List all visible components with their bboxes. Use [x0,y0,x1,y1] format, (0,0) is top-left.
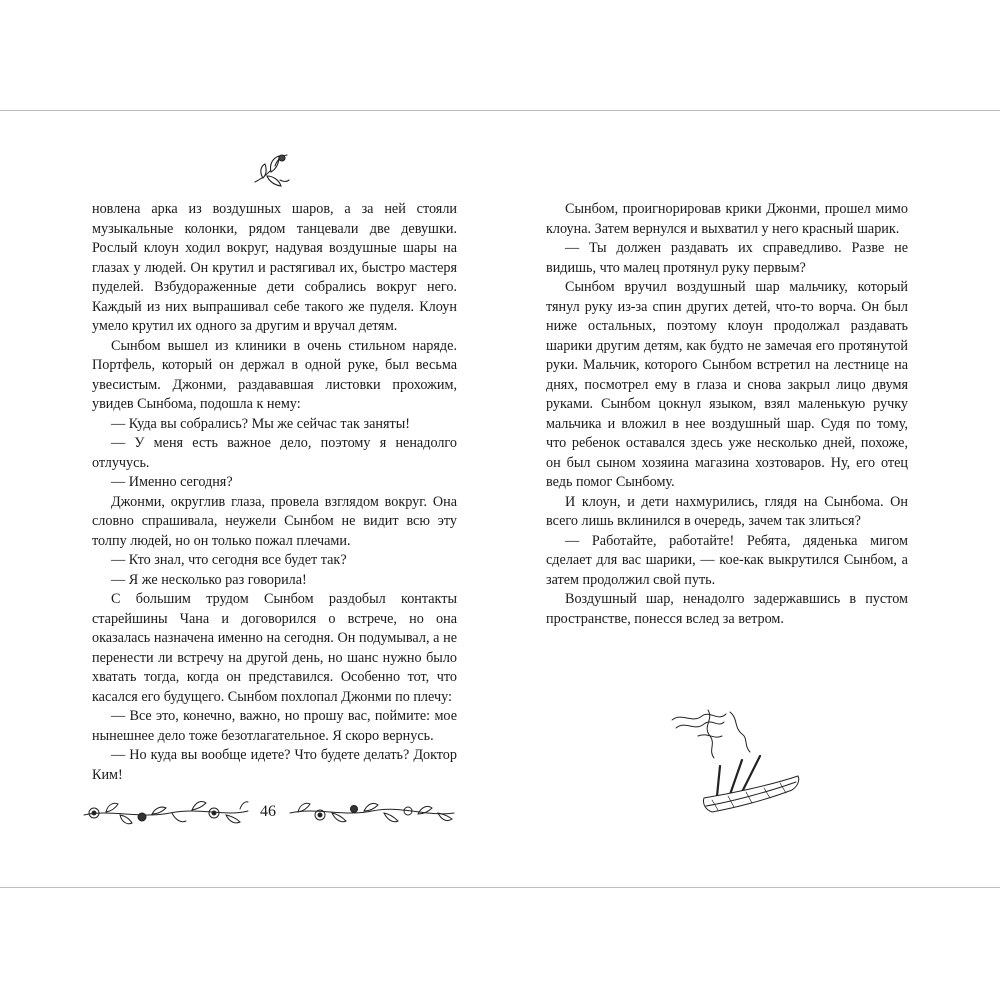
paragraph: новлена арка из воздушных шаров, а за ней стояли музыкальные колонки, рядом танцевали две девушки. Рослый клоун ходил вокруг, надувая воздушные шары на глазах у людей. Он крутил и растягивал их, быстро мастеря пуделей. Взбудораженные дети собрались вокруг него. Каждый из них выпрашивал себе такого же пуделя. Клоун умело крутил их одного за другим и вручал детям. [92,201,457,334]
paragraph: — Все это, конечно, важно, но прошу вас, поймите: мое нынешнее дело тоже безотлагательное. Я скоро вернусь. [92,708,457,744]
paragraph: — Именно сегодня? [111,474,233,490]
right-page-text [546,200,908,629]
paragraph: Сынбом вручил воздушный шар мальчику, который тянул руку из-за спин других детей, что-то ворча. Он был ниже остальных, поэтому клоун продолжал раздавать шарики другим детям, как будто не замечая его протянутой руки. Мальчик, которого Сынбом встретил на лестнице на днях, посмотрел ему в глаза и снова закрыл лицо двумя руками. Сынбом цокнул языком, взял маленькую ручку мальчика и вложил в нее воздушный шар. Судя по тому, что ребенок оставался здесь уже несколько дней, похоже, он был сыном хозяина магазина хозтоваров. Ну, его отец ведь помог Сынбому. [546,279,908,490]
paragraph: — Я же несколько раз говорила! [111,571,307,588]
paragraph: — У меня есть важное дело, поэтому я ненадолго отлучусь. [92,435,457,471]
leaf-sprig-icon [249,150,293,190]
incense-burner-illustration [668,706,806,824]
page-number: 46 [260,803,276,820]
paragraph: — Кто знал, что сегодня все будет так? [111,552,347,568]
paragraph: И клоун, и дети нахмурились, глядя на Сынбома. Он всего лишь вклинился в очередь, зачем так злиться? [546,493,908,529]
paragraph: — Ты должен раздавать их справедливо. Разве не видишь, что малец протянул руку первым? [546,240,908,276]
paragraph: — Куда вы собрались? Мы же сейчас так заняты! [111,415,410,432]
left-page-text [92,200,457,785]
paragraph: Сынбом вышел из клиники в очень стильном наряде. Портфель, который он держал в одной руке, был весьма увесистым. Джонми, раздававшая листовки прохожим, увидев Сынбома, подошла к нему: [92,337,457,412]
paragraph: — Работайте, работайте! Ребята, дяденька мигом сделает для вас шарики, — кое-как выкрутился Сынбом, а затем продолжил свой путь. [546,532,908,588]
floral-vine-ornament-icon [80,795,250,831]
paragraph: — Но куда вы вообще идете? Что будете делать? Доктор Ким! [92,747,457,783]
paragraph: Джонми, округлив глаза, провела взглядом вокруг. Она словно спрашивала, неужели Сынбом не видит всю эту толпу людей, но он только пожал плечами. [92,493,457,549]
paragraph: Сынбом, проигнорировав крики Джонми, прошел мимо клоуна. Затем вернулся и выхватил у него красный шарик. [546,201,908,237]
paragraph: С большим трудом Сынбом раздобыл контакты старейшины Чана и договорился о встрече, но она оказалась назначена именно на сегодня. Он подумывал, а не перенести ли встречу на другой день, но шанс нужно было хватать тогда, когда он представился. Особенно тот, что касался его будущего. Сынбом похлопал Джонми по плечу: [92,591,457,705]
floral-vine-ornament-icon [288,795,456,831]
paragraph: Воздушный шар, ненадолго задержавшись в пустом пространстве, понесся вслед за ветром. [546,591,908,627]
